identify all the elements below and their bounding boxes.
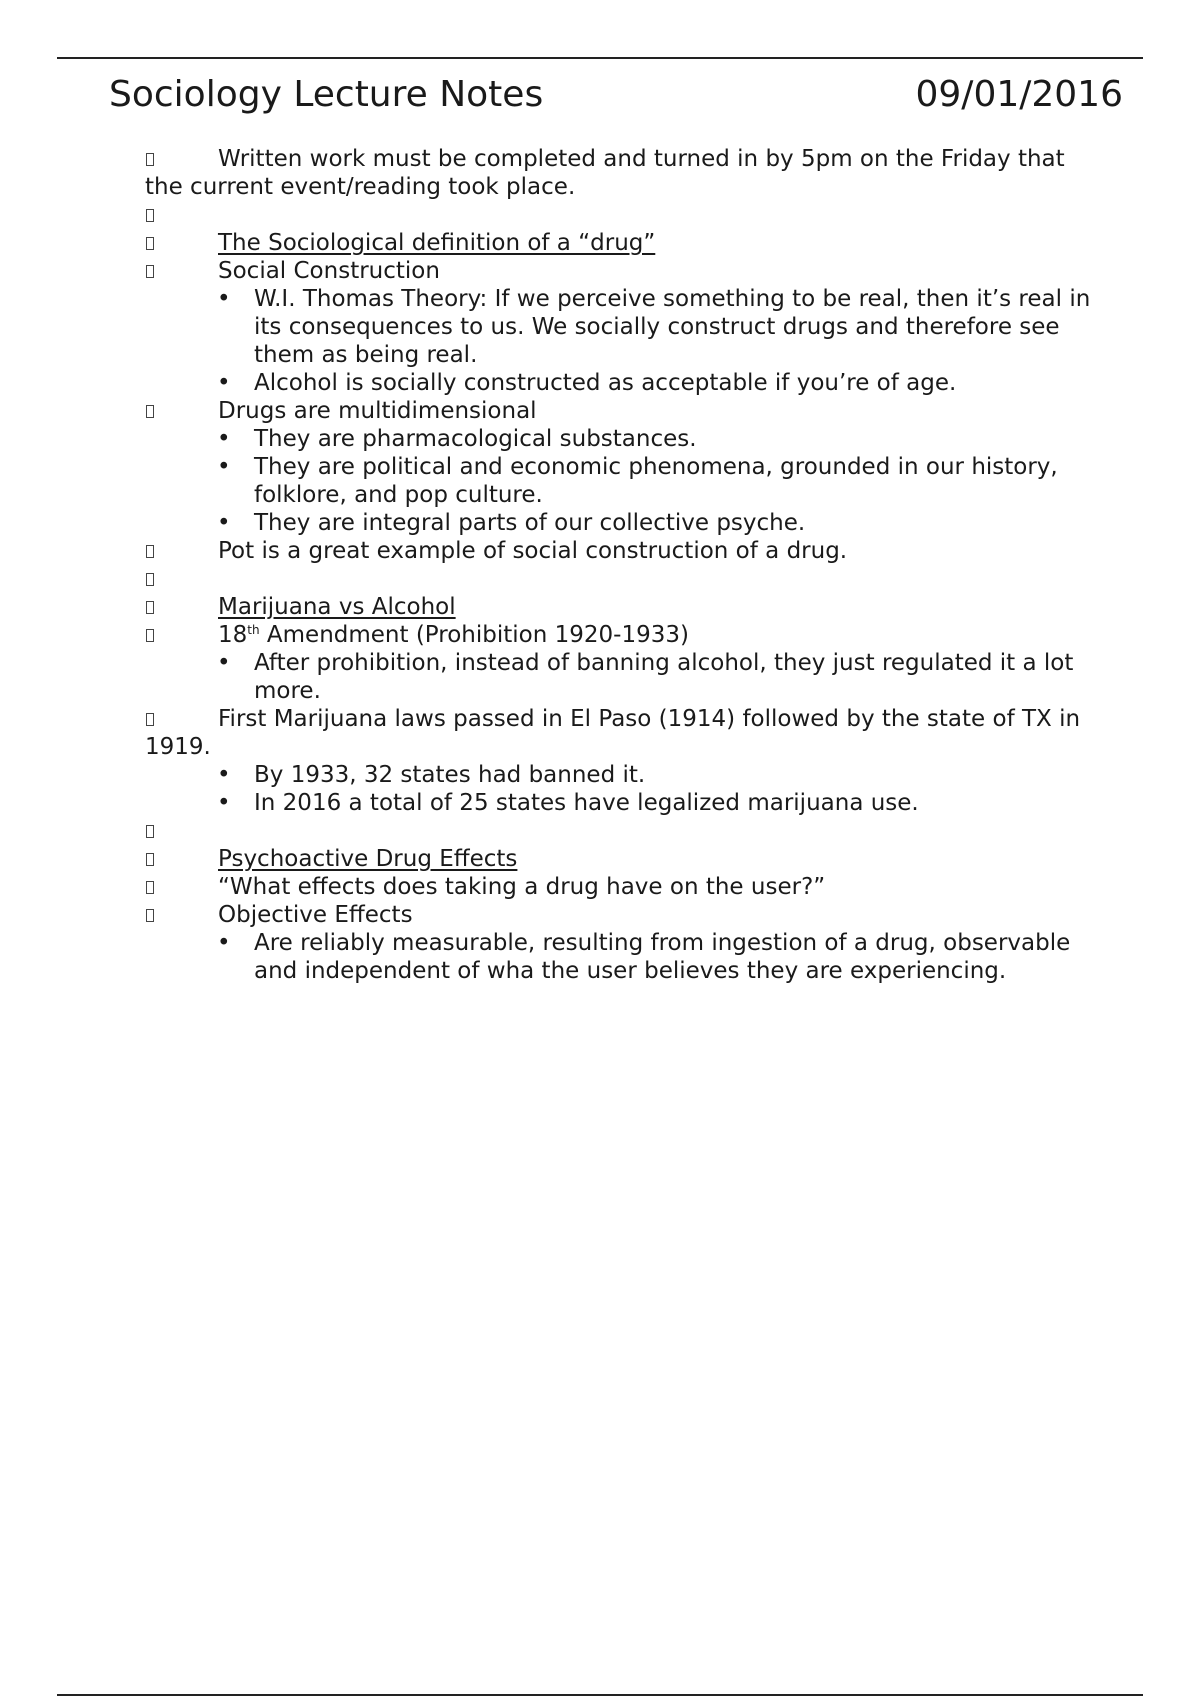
note-line	[145, 621, 1105, 649]
ordinal-suffix: th	[247, 623, 260, 637]
notes-body	[145, 145, 1105, 985]
bullet-item: • They are political and economic phenomena, grounded in our history, folklore, and pop culture.	[145, 453, 1105, 509]
missing-glyph-icon	[145, 565, 157, 593]
note-line	[145, 537, 1105, 565]
note-line	[145, 397, 1105, 425]
heading-text: Marijuana vs Alcohol	[218, 594, 456, 620]
missing-glyph-icon	[145, 873, 157, 901]
bullet-list	[145, 285, 1105, 397]
bullet-item: • They are pharmacological substances.	[145, 425, 1105, 453]
document-title: Sociology Lecture Notes	[109, 74, 544, 115]
amendment-text: Amendment (Prohibition 1920-1933)	[259, 622, 689, 648]
heading-text: The Sociological definition of a “drug”	[218, 230, 656, 256]
bullet-item: • They are integral parts of our collective psyche.	[145, 509, 1105, 537]
missing-glyph-icon	[145, 593, 157, 621]
note-line	[145, 145, 1105, 201]
note-line	[145, 257, 1105, 285]
bullet-list	[145, 761, 1105, 817]
bullet-item: • Alcohol is socially constructed as acceptable if you’re of age.	[145, 369, 1105, 397]
bullet-item: • Are reliably measurable, resulting from ingestion of a drug, observable and independent of wha the user believes they are experiencing.	[145, 929, 1105, 985]
missing-glyph-icon	[145, 845, 157, 873]
bullet-item: • After prohibition, instead of banning alcohol, they just regulated it a lot more.	[145, 649, 1105, 705]
blank-line	[145, 817, 1105, 845]
missing-glyph-icon	[145, 145, 157, 173]
note-text: Drugs are multidimensional	[218, 398, 537, 424]
note-text: Social Construction	[218, 258, 440, 284]
missing-glyph-icon	[145, 537, 157, 565]
amendment-number: 18	[218, 622, 248, 648]
missing-glyph-icon	[145, 201, 157, 229]
note-text: Objective Effects	[218, 902, 413, 928]
bullet-item: • W.I. Thomas Theory: If we perceive something to be real, then it’s real in its consequences to us. We socially construct drugs and therefore see them as being real.	[145, 285, 1105, 369]
bullet-list	[145, 425, 1105, 537]
note-text: Pot is a great example of social construction of a drug.	[218, 538, 848, 564]
blank-line	[145, 201, 1105, 229]
intro-text: Written work must be completed and turned in by 5pm on the Friday that the current event/reading took place.	[145, 146, 1065, 200]
bullet-item: • By 1933, 32 states had banned it.	[145, 761, 1105, 789]
missing-glyph-icon	[145, 229, 157, 257]
bottom-rule	[57, 1694, 1143, 1696]
bullet-list	[145, 929, 1105, 985]
missing-glyph-icon	[145, 257, 157, 285]
bullet-item: • In 2016 a total of 25 states have legalized marijuana use.	[145, 789, 1105, 817]
missing-glyph-icon	[145, 817, 157, 845]
note-line	[145, 873, 1105, 901]
section-heading	[145, 593, 1105, 621]
top-rule	[57, 57, 1143, 59]
note-text: “What effects does taking a drug have on the user?”	[218, 874, 826, 900]
note-line	[145, 705, 1105, 761]
missing-glyph-icon	[145, 397, 157, 425]
note-text: First Marijuana laws passed in El Paso (1914) followed by the state of TX in 1919.	[145, 706, 1081, 760]
heading-text: Psychoactive Drug Effects	[218, 846, 518, 872]
missing-glyph-icon	[145, 901, 157, 929]
page-header	[109, 70, 1123, 120]
bullet-list	[145, 649, 1105, 705]
blank-line	[145, 565, 1105, 593]
missing-glyph-icon	[145, 705, 157, 733]
missing-glyph-icon	[145, 621, 157, 649]
document-date: 09/01/2016	[915, 74, 1123, 115]
note-line	[145, 901, 1105, 929]
section-heading	[145, 845, 1105, 873]
section-heading	[145, 229, 1105, 257]
